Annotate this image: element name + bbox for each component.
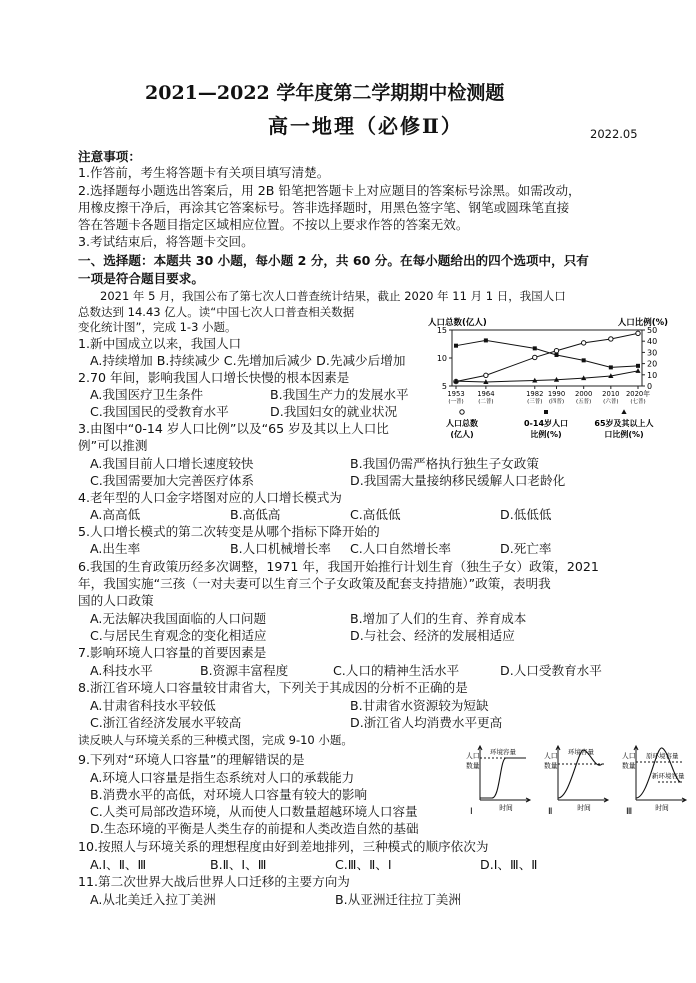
q6-option-b: B.增加了人们的生育、养育成本 [350, 611, 527, 626]
exam-subtitle: 高一地理（必修Ⅱ） [268, 114, 463, 138]
q4-option-d: D.低低低 [500, 507, 552, 522]
x-tick-year: 1953 [447, 390, 465, 398]
panel-2-population-curve [558, 750, 604, 798]
q6-stem-line-2: 年，我国实施“三孩（一对夫妻可以生育三个子女政策及配套支持措施）”政策，表明我 [78, 576, 551, 591]
panel-3-new-capacity-label: 新环境容量 [652, 772, 685, 780]
right-axis-title: 人口比例(%) [617, 318, 668, 328]
series-2-point [555, 353, 559, 357]
intro-1-line-3: 变化统计图”，完成 1-3 小题。 [78, 320, 237, 334]
q4-option-b: B.高低高 [230, 507, 281, 522]
panel-1-y-label-1: 人口 [466, 752, 480, 760]
q6-stem-line-3: 国的人口政策 [78, 593, 154, 608]
q3-option-a: A.我国目前人口增长速度较快 [90, 456, 254, 471]
q5-stem: 5.人口增长模式的第二次转变是从哪个指标下降开始的 [78, 524, 380, 539]
series-1-point [609, 337, 613, 341]
q9-option-a: A.环境人口容量是指生态系统对人口的承载能力 [90, 770, 355, 785]
q1-stem: 1.新中国成立以来，我国人口 [78, 336, 242, 351]
intro-1-line-2: 总数达到 14.43 亿人。读“中国七次人口普查相关数据 [78, 305, 355, 319]
q8-option-d: D.浙江省人均消费水平更高 [350, 715, 503, 730]
q4-option-a: A.高高低 [90, 507, 141, 522]
q10-option-c: C.Ⅲ、Ⅱ、Ⅰ [335, 857, 392, 872]
legend-label-2: 0-14岁人口 [523, 419, 569, 428]
legend-marker-2 [544, 410, 548, 414]
x-tick-census: (三普) [527, 399, 543, 405]
q5-option-a: A.出生率 [90, 541, 141, 556]
q2-option-b: B.我国生产力的发展水平 [270, 387, 409, 402]
left-tick-label: 5 [441, 382, 447, 391]
legend-label-3: 65岁及其以上人 [594, 419, 654, 428]
panel-2-roman: Ⅱ [548, 807, 553, 817]
section-1-line-2: 一项是符合题目要求。 [78, 271, 204, 286]
q7-option-d: D.人口受教育水平 [500, 663, 602, 678]
q9-stem: 9.下列对“环境人口容量”的理解错误的是 [78, 752, 305, 767]
x-tick-census: (一普) [448, 399, 464, 405]
q3-stem-line-1: 3.由图中“0-14 岁人口比例”以及“65 岁及其以上人口比 [78, 421, 389, 436]
q11-stem: 11.第二次世界大战后世界人口迁移的主要方向为 [78, 874, 350, 889]
x-tick-year: 2000 [575, 390, 593, 398]
q10-option-d: D.Ⅰ、Ⅲ、Ⅱ [480, 857, 538, 872]
q8-option-b: B.甘肃省水资源较为短缺 [350, 698, 489, 713]
q8-option-c: C.浙江省经济发展水平较高 [90, 715, 242, 730]
q9-option-c: C.人类可局部改造环境，从而使人口数量超越环境人口容量 [90, 804, 418, 819]
left-tick-label: 10 [436, 354, 447, 363]
right-tick-label: 30 [647, 348, 658, 358]
q6-option-d: D.与社会、经济的发展相适应 [350, 628, 515, 643]
series-2-point [533, 346, 537, 350]
q2-option-a: A.我国医疗卫生条件 [90, 387, 204, 402]
legend-marker-1 [460, 410, 464, 414]
q11-option-b: B.从亚洲迁往拉丁美洲 [335, 892, 461, 907]
panel-1-roman: Ⅰ [470, 807, 473, 817]
q3-option-d: D.我国需大量接纳移民缓解人口老龄化 [350, 473, 566, 488]
q7-stem: 7.影响环境人口容量的首要因素是 [78, 645, 267, 660]
exam-title: 2021—2022 学年度第二学期期中检测题 [145, 82, 505, 104]
panel-3-old-capacity-label: 原环境容量 [646, 752, 679, 760]
section-1-line-1: 一、选择题：本题共 30 小题，每小题 2 分，共 60 分。在每小题给出的四个选项中，只有 [78, 253, 589, 268]
x-tick-census: (五普) [576, 399, 592, 405]
right-tick-label: 50 [647, 326, 658, 335]
right-tick-label: 0 [647, 382, 653, 391]
panel-3-y-label-2: 数量 [622, 762, 636, 770]
q7-option-a: A.科技水平 [90, 663, 153, 678]
legend-marker-3 [621, 409, 626, 414]
intro-1-line-1: 2021 年 5 月，我国公布了第七次人口普查统计结果，截止 2020 年 11 月 1 日，我国人口 [100, 289, 566, 303]
q8-option-a: A.甘肃省科技水平较低 [90, 698, 216, 713]
q8-stem: 8.浙江省环境人口容量较甘肃省大，下列关于其成因的分析不正确的是 [78, 680, 468, 695]
right-tick-label: 20 [647, 359, 658, 369]
q2-option-c: C.我国国民的受教育水平 [90, 404, 229, 419]
q6-option-c: C.与居民生育观念的变化相适应 [90, 628, 267, 643]
q9-option-b: B.消费水平的高低，对环境人口容量有较大的影响 [90, 787, 368, 802]
series-1-point [581, 341, 585, 345]
intro-2: 读反映人与环境关系的三种模式图，完成 9-10 小题。 [78, 733, 353, 747]
notice-line-5: 3.考试结束后，将答题卡交回。 [78, 234, 254, 249]
series-1-point [636, 331, 640, 335]
left-axis-title: 人口总数(亿人) [428, 318, 487, 328]
census-line-chart [428, 316, 668, 446]
series-2-point [582, 358, 586, 362]
q10-stem: 10.按照人与环境关系的理想程度由好到差地排列，三种模式的顺序依次为 [78, 839, 489, 854]
legend-label-3-line-2: 口比例(%) [604, 430, 644, 439]
x-tick-census: (四普) [548, 399, 565, 405]
panel-3-y-label-1: 人口 [622, 752, 636, 760]
panel-2-capacity-label: 环境容量 [568, 748, 594, 756]
legend-label-1: 人口总数 [446, 419, 478, 428]
notice-line-3: 用橡皮擦干净后，再涂其它答案标号。答非选择题时，用黑色签字笔、钢笔或圆珠笔直接 [78, 200, 570, 215]
q2-stem: 2.70 年间，影响我国人口增长快慢的根本因素是 [78, 370, 350, 385]
series-3-point [635, 368, 640, 373]
panel-2-x-label: 时间 [577, 804, 591, 812]
q4-option-c: C.高低低 [350, 507, 401, 522]
q5-option-d: D.死亡率 [500, 541, 552, 556]
panel-2-y-label-2: 数量 [544, 762, 558, 770]
q7-option-c: C.人口的精神生活水平 [333, 663, 460, 678]
series-2-point [484, 338, 488, 342]
q5-option-c: C.人口自然增长率 [350, 541, 451, 556]
q10-option-a: A.Ⅰ、Ⅱ、Ⅲ [90, 857, 147, 872]
series-2-point [636, 364, 640, 368]
x-tick-census: (七普) [630, 399, 646, 405]
q3-stem-line-2: 例”可以推测 [78, 438, 148, 453]
notice-line-2: 2.选择题每小题选出答案后，用 2B 铅笔把答题卡上对应题目的答案标号涂黑。如需改动， [78, 183, 581, 198]
q9-option-d: D.生态环境的平衡是人类生存的前提和人类改造自然的基础 [90, 821, 419, 836]
notice-heading: 注意事项： [78, 149, 141, 164]
panel-2-y-label-1: 人口 [544, 752, 558, 760]
q3-option-c: C.我国需要加大完善医疗体系 [90, 473, 254, 488]
q1-options: A.持续增加 B.持续减少 C.先增加后减少 D.先减少后增加 [90, 353, 406, 368]
x-tick-census: (二普) [478, 399, 494, 405]
x-tick-year: 2010 [602, 390, 620, 398]
q10-option-b: B.Ⅱ、Ⅰ、Ⅲ [210, 857, 267, 872]
legend-label-2-line-2: 比例(%) [530, 430, 562, 439]
x-tick-year: 1964 [477, 390, 495, 398]
notice-line-1: 1.作答前，考生将答题卡有关项目填写清楚。 [78, 165, 330, 180]
q3-option-b: B.我国仍需严格执行独生子女政策 [350, 456, 539, 471]
panel-1-y-label-2: 数量 [466, 762, 480, 770]
legend-label-1-line-2: (亿人) [450, 430, 474, 439]
panel-1-capacity-label: 环境容量 [490, 748, 516, 756]
q7-option-b: B.资源丰富程度 [200, 663, 289, 678]
series-1-point [533, 355, 537, 359]
q4-stem: 4.老年型的人口金字塔图对应的人口增长模式为 [78, 490, 342, 505]
panel-1-population-curve [480, 758, 526, 798]
series-1-point [554, 349, 558, 353]
notice-line-4: 答在答题卡各题目指定区域相应位置。不按以上要求作答的答案无效。 [78, 217, 469, 232]
left-tick-label: 15 [436, 326, 447, 335]
panel-1-x-label: 时间 [499, 804, 513, 812]
right-tick-label: 40 [647, 337, 658, 347]
exam-date: 2022.05 [590, 127, 638, 141]
panel-3-roman: Ⅲ [626, 807, 633, 817]
q2-option-d: D.我国妇女的就业状况 [270, 404, 398, 419]
series-1-point [484, 373, 488, 377]
series-2-point [609, 365, 613, 369]
x-tick-year: 2020年 [625, 390, 651, 398]
q11-option-a: A.从北美迁入拉丁美洲 [90, 892, 216, 907]
x-tick-year: 1982 [526, 390, 544, 398]
q5-option-b: B.人口机械增长率 [230, 541, 331, 556]
x-tick-census: (六普) [603, 399, 619, 405]
series-2-point [454, 344, 458, 348]
right-tick-label: 10 [647, 370, 658, 380]
panel-3-x-label: 时间 [655, 804, 669, 812]
x-tick-year: 1990 [547, 390, 566, 398]
environment-model-diagram [452, 738, 685, 818]
q6-stem-line-1: 6.我国的生育政策历经多次调整，1971 年，我国开始推行计划生育（独生子女）政策，2021 [78, 559, 599, 574]
q6-option-a: A.无法解决我国面临的人口问题 [90, 611, 267, 626]
